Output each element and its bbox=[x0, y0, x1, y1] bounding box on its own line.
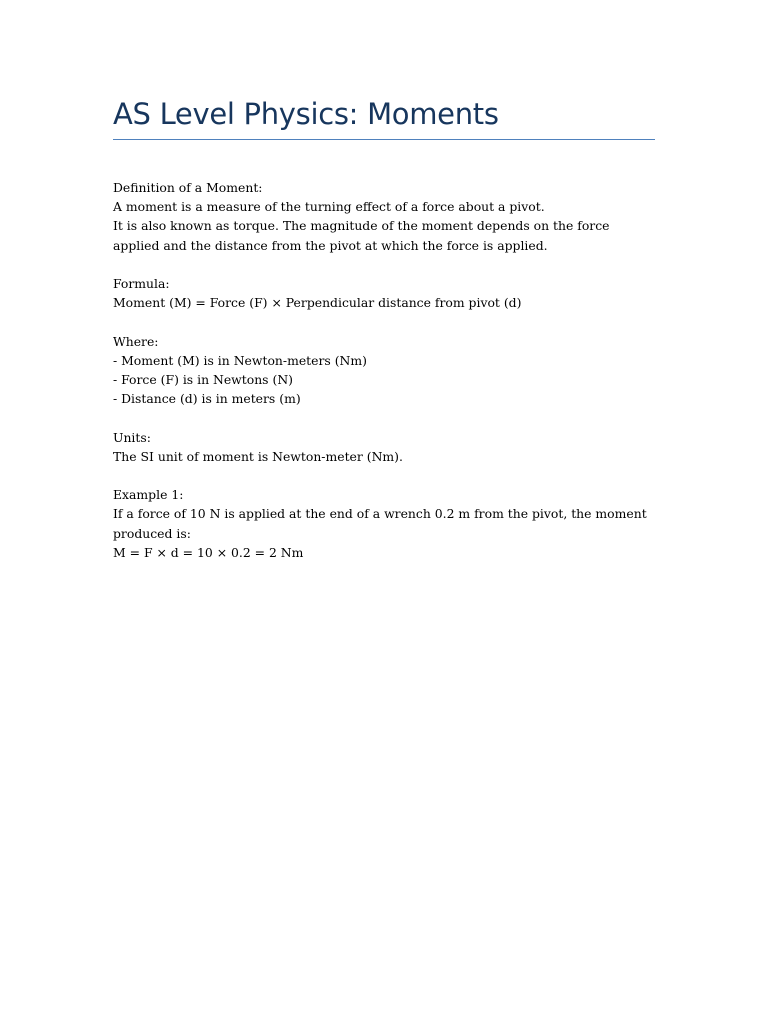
units-heading: Units: bbox=[113, 429, 151, 445]
units-text: The SI unit of moment is Newton-meter (Nm). bbox=[113, 448, 403, 464]
where-item-force: - Force (F) is in Newtons (N) bbox=[113, 372, 293, 387]
example-section bbox=[113, 485, 655, 562]
where-heading: Where: bbox=[113, 333, 159, 349]
formula-section bbox=[113, 274, 655, 312]
document-body bbox=[113, 178, 655, 562]
definition-heading: Definition of a Moment: bbox=[113, 180, 263, 195]
units-section bbox=[113, 428, 655, 466]
where-section bbox=[113, 332, 655, 409]
document-page bbox=[113, 92, 655, 581]
definition-section bbox=[113, 178, 655, 255]
where-item-distance: - Distance (d) is in meters (m) bbox=[113, 391, 301, 407]
title-underline bbox=[113, 139, 655, 140]
page-title: AS Level Physics: Moments bbox=[113, 97, 499, 131]
example-equation: M = F × d = 10 × 0.2 = 2 Nm bbox=[113, 544, 304, 560]
formula-heading: Formula: bbox=[113, 276, 170, 291]
definition-line-2: It is also known as torque. The magnitude of the moment depends on the force applied and the distance from the pivot at which the force is applied. bbox=[113, 218, 610, 253]
formula-text: Moment (M) = Force (F) × Perpendicular distance from pivot (d) bbox=[113, 295, 522, 311]
definition-line-1: A moment is a measure of the turning effect of a force about a pivot. bbox=[113, 199, 545, 215]
where-item-moment: - Moment (M) is in Newton-meters (Nm) bbox=[113, 352, 367, 368]
example-text: If a force of 10 N is applied at the end of a wrench 0.2 m from the pivot, the moment produced is: bbox=[113, 506, 647, 541]
example-heading: Example 1: bbox=[113, 487, 184, 503]
